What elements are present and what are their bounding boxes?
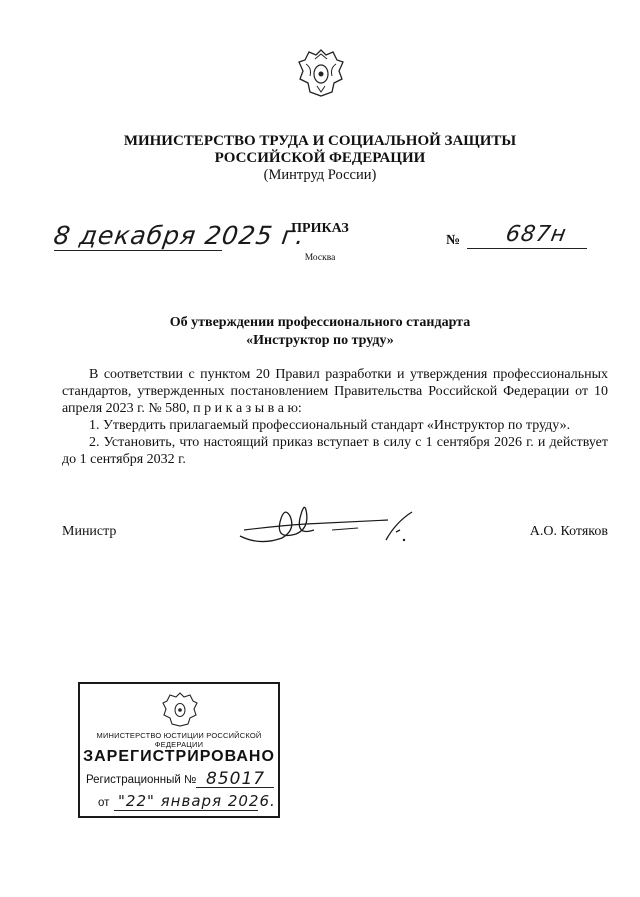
stamp-status: ЗАРЕГИСТРИРОВАНО bbox=[83, 748, 275, 765]
body-paragraph-preamble: В соответствии с пунктом 20 Правил разработки и утверждения профессиональных стандартов, утвержденных постановлением Правительства Российской Федерации от 10 апреля 2023 г. № 580, п р и к а з ы в а ю: bbox=[62, 367, 608, 416]
signer-name: А.О. Котяков bbox=[529, 524, 608, 539]
ministry-name bbox=[0, 133, 640, 167]
order-number-sign: № bbox=[446, 233, 461, 248]
document-body bbox=[62, 366, 608, 468]
body-item-1: 1. Утвердить прилагаемый профессиональный стандарт «Инструктор по труду». bbox=[89, 418, 571, 433]
order-date-handwritten: 8 декабря 2025 г. bbox=[51, 221, 307, 250]
stamp-reg-number-underline bbox=[196, 787, 274, 788]
signer-role: Министр bbox=[62, 524, 117, 539]
stamp-reg-number: 85017 bbox=[206, 769, 266, 789]
stamp-date-underline bbox=[114, 810, 258, 811]
order-date-underline bbox=[54, 250, 222, 251]
handwritten-signature bbox=[236, 500, 416, 550]
ministry-short-name: (Минтруд России) bbox=[263, 167, 377, 183]
order-number-underline bbox=[467, 248, 587, 249]
document-title-line1: Об утверждении профессионального стандарта bbox=[169, 315, 471, 330]
stamp-emblem bbox=[161, 690, 199, 728]
stamp-date-label: от bbox=[98, 797, 110, 809]
document-city: Москва bbox=[304, 253, 336, 263]
document-title-line2: «Инструктор по труду» bbox=[246, 333, 394, 348]
document-type: ПРИКАЗ bbox=[291, 221, 349, 236]
stamp-organization: МИНИСТЕРСТВО ЮСТИЦИИ РОССИЙСКОЙ ФЕДЕРАЦИИ bbox=[96, 731, 262, 749]
coat-of-arms-emblem bbox=[296, 46, 346, 100]
ministry-name-line1: МИНИСТЕРСТВО ТРУДА И СОЦИАЛЬНОЙ ЗАЩИТЫ bbox=[123, 133, 517, 149]
stamp-date-handwritten: "22" января 2026. bbox=[118, 792, 276, 810]
document-title bbox=[0, 314, 640, 350]
registration-stamp bbox=[78, 682, 280, 818]
order-number-handwritten: 687н bbox=[503, 222, 569, 247]
ministry-name-line2: РОССИЙСКОЙ ФЕДЕРАЦИИ bbox=[214, 150, 426, 166]
body-item-2: 2. Установить, что настоящий приказ вступает в силу с 1 сентября 2026 г. и действует до 1 сентября 2032 г. bbox=[62, 435, 608, 467]
stamp-reg-number-label: Регистрационный № bbox=[86, 774, 197, 786]
